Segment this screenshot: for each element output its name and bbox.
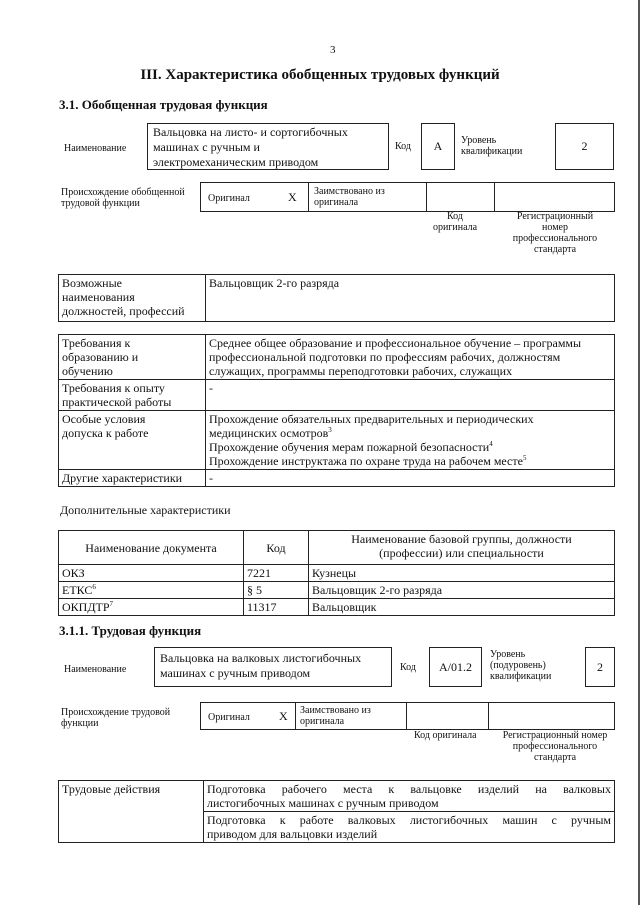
positions-label bbox=[59, 275, 206, 322]
conditions-value bbox=[206, 411, 615, 470]
function-name-line: Вальцовка на листо- и сортогибочных bbox=[153, 125, 348, 139]
value-text: Прохождение инструктажа по охране труда на рабочем месте bbox=[209, 454, 523, 468]
divider bbox=[494, 182, 495, 212]
code-value: А/01.2 bbox=[429, 647, 482, 687]
function-name-line: электромеханическим приводом bbox=[153, 155, 319, 169]
level-label bbox=[490, 649, 551, 682]
req-exp-value: - bbox=[206, 380, 615, 411]
action-line: Подготовка к работе валковых листогибочных машин с ручным bbox=[207, 813, 611, 827]
borrowed-label-line: Заимствовано из bbox=[300, 705, 371, 716]
req-edu-value bbox=[206, 335, 615, 380]
actions-label: Трудовые действия bbox=[59, 781, 204, 843]
name-label: Наименование bbox=[64, 664, 127, 675]
table-row bbox=[59, 275, 615, 322]
origin-label-line: функции bbox=[61, 718, 99, 729]
req-edu-label bbox=[59, 335, 206, 380]
caption-line: Код bbox=[447, 211, 463, 222]
cell-name: Кузнецы bbox=[309, 565, 615, 582]
req-exp-label bbox=[59, 380, 206, 411]
positions-table bbox=[58, 274, 615, 322]
caption-line: Регистрационный номер bbox=[502, 730, 608, 741]
cell-code: 11317 bbox=[244, 599, 309, 616]
generalized-function-heading: 3.1. Обобщенная трудовая функция bbox=[59, 97, 268, 112]
caption-line: оригинала bbox=[432, 222, 478, 233]
cell-doc bbox=[59, 565, 244, 582]
code-original-caption: Код оригинала bbox=[414, 730, 477, 741]
level-label-line: квалификации bbox=[490, 671, 552, 682]
level-value: 2 bbox=[585, 647, 615, 687]
caption-line: Регистрационный bbox=[516, 211, 594, 222]
value-line: Среднее общее образование и профессиональное обучение – программы bbox=[209, 336, 582, 350]
page-number: 3 bbox=[330, 44, 336, 56]
origin-label bbox=[61, 707, 170, 729]
origin-label-line: Происхождение обобщенной bbox=[61, 187, 185, 198]
label-line: образованию и bbox=[62, 350, 139, 364]
header-doc: Наименование документа bbox=[59, 531, 244, 565]
other-label: Другие характеристики bbox=[59, 470, 206, 487]
level-value: 2 bbox=[555, 123, 614, 170]
footnote-ref: 6 bbox=[92, 583, 96, 591]
function-name-line: машинах с ручным приводом bbox=[160, 666, 311, 680]
table-row bbox=[59, 411, 615, 470]
extra-heading: Дополнительные характеристики bbox=[60, 503, 231, 517]
original-label: Оригинал bbox=[208, 712, 250, 723]
label-line: Особые условия bbox=[62, 412, 146, 426]
header-name bbox=[309, 531, 615, 565]
footnote-ref: 4 bbox=[489, 440, 493, 448]
table-row bbox=[59, 335, 615, 380]
label-line: обучению bbox=[62, 364, 113, 378]
other-value: - bbox=[206, 470, 615, 487]
original-label: Оригинал bbox=[208, 193, 250, 204]
cell-doc bbox=[59, 599, 244, 616]
conditions-label bbox=[59, 411, 206, 470]
reg-number-caption bbox=[495, 211, 615, 255]
value-text: медицинских осмотров bbox=[209, 426, 329, 440]
original-mark: X bbox=[288, 190, 297, 204]
divider bbox=[308, 182, 309, 212]
action-line: приводом для вальцовки изделий bbox=[207, 827, 378, 841]
origin-label-line: Происхождение трудовой bbox=[61, 707, 171, 718]
level-label bbox=[461, 135, 522, 157]
caption-line: стандарта bbox=[533, 244, 577, 255]
label-line: должностей, профессий bbox=[62, 304, 185, 318]
label-line: Требования к bbox=[62, 336, 131, 350]
cell-name: Вальцовщик 2-го разряда bbox=[309, 582, 615, 599]
origin-label bbox=[61, 187, 185, 209]
borrowed-label-line: оригинала bbox=[314, 197, 359, 208]
value-line bbox=[209, 440, 611, 454]
header-line: Наименование базовой группы, должности bbox=[351, 532, 572, 546]
caption-line: профессионального bbox=[512, 233, 598, 244]
value-line: профессиональной подготовки по профессиям рабочих, должностям bbox=[209, 350, 561, 364]
function-name-box bbox=[154, 647, 392, 687]
label-line: наименования bbox=[62, 290, 135, 304]
labor-function-heading: 3.1.1. Трудовая функция bbox=[59, 623, 202, 638]
extra-table bbox=[58, 530, 615, 616]
table-row bbox=[59, 582, 615, 599]
level-label-line: (подуровень) bbox=[490, 660, 546, 671]
divider bbox=[295, 702, 296, 730]
action-cell bbox=[204, 812, 615, 843]
doc-text: ЕТКС bbox=[62, 583, 93, 597]
level-label-line: квалификации bbox=[461, 146, 523, 157]
value-line: Прохождение обязательных предварительных и периодических bbox=[209, 412, 534, 426]
code-label: Код bbox=[395, 141, 411, 152]
caption-line: номер bbox=[542, 222, 568, 233]
value-line bbox=[209, 454, 611, 468]
action-cell bbox=[204, 781, 615, 812]
name-label: Наименование bbox=[64, 143, 127, 154]
borrowed-label bbox=[314, 186, 385, 208]
footnote-ref: 5 bbox=[522, 454, 527, 462]
reg-number-caption bbox=[490, 730, 620, 763]
header-line: (профессии) или специальности bbox=[379, 546, 544, 560]
cell-code: § 5 bbox=[244, 582, 309, 599]
value-text: Прохождение обучения мерам пожарной безопасности bbox=[209, 440, 490, 454]
positions-value: Вальцовщик 2-го разряда bbox=[206, 275, 615, 322]
divider bbox=[488, 702, 489, 730]
table-header-row bbox=[59, 531, 615, 565]
origin-table bbox=[200, 182, 615, 212]
borrowed-label bbox=[300, 705, 371, 727]
action-line: Подготовка рабочего места к вальцовке изделий на валковых bbox=[207, 782, 611, 796]
borrowed-label-line: Заимствовано из bbox=[314, 186, 385, 197]
section-title: III. Характеристика обобщенных трудовых функций bbox=[140, 67, 500, 83]
caption-line: профессионального bbox=[512, 741, 598, 752]
table-row bbox=[59, 565, 615, 582]
original-mark: X bbox=[279, 709, 288, 723]
table-row bbox=[59, 380, 615, 411]
header-code: Код bbox=[244, 531, 309, 565]
cell-doc bbox=[59, 582, 244, 599]
function-name-line: машинах с ручным и bbox=[153, 140, 260, 154]
footnote-ref: 3 bbox=[328, 426, 332, 434]
function-name-line: Вальцовка на валковых листогибочных bbox=[160, 651, 362, 665]
doc-text: ОКПДТР bbox=[62, 600, 110, 614]
label-line: практической работы bbox=[62, 395, 172, 409]
value-line bbox=[209, 426, 611, 440]
origin-label-line: трудовой функции bbox=[61, 198, 140, 209]
doc-text: ОКЗ bbox=[62, 566, 85, 580]
table-row bbox=[59, 470, 615, 487]
table-row bbox=[59, 599, 615, 616]
origin-table bbox=[200, 702, 615, 730]
code-original-caption bbox=[425, 211, 485, 233]
caption-line: стандарта bbox=[533, 752, 577, 763]
requirements-table bbox=[58, 334, 615, 487]
function-name-box bbox=[147, 123, 389, 170]
borrowed-label-line: оригинала bbox=[300, 716, 345, 727]
level-label-line: Уровень bbox=[490, 649, 526, 660]
code-value: А bbox=[421, 123, 455, 170]
action-line: листогибочных машинах с ручным приводом bbox=[207, 796, 439, 810]
footnote-ref: 7 bbox=[109, 600, 114, 608]
level-label-line: Уровень bbox=[461, 135, 497, 146]
cell-name: Вальцовщик bbox=[309, 599, 615, 616]
label-line: Возможные bbox=[62, 276, 122, 290]
divider bbox=[426, 182, 427, 212]
value-line: служащих, программы переподготовки рабочих, служащих bbox=[209, 364, 513, 378]
divider bbox=[406, 702, 407, 730]
cell-code: 7221 bbox=[244, 565, 309, 582]
code-label: Код bbox=[400, 662, 416, 673]
label-line: Требования к опыту bbox=[62, 381, 165, 395]
label-line: допуска к работе bbox=[62, 426, 149, 440]
labor-actions-table bbox=[58, 780, 615, 843]
table-row bbox=[59, 781, 615, 812]
